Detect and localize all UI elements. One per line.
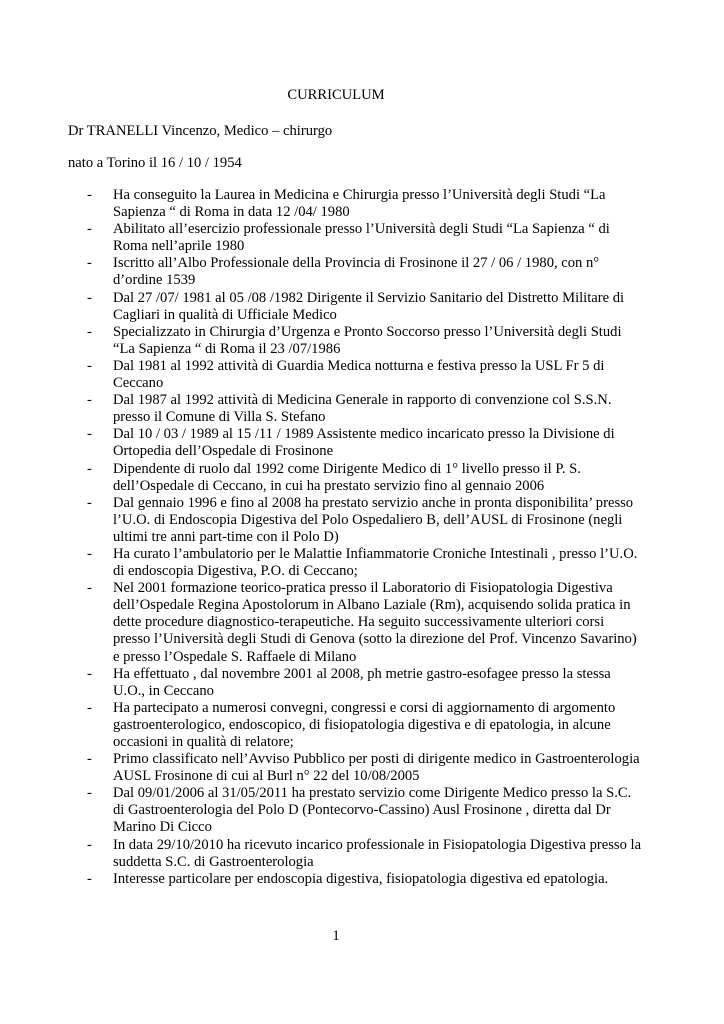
list-item-text: Ha curato l’ambulatorio per le Malattie Infiammatorie Croniche Intestinali , presso l’U.O. di endoscopia Digestiva, P.O. di Ceccano;	[113, 545, 638, 580]
page-number: 1	[332, 928, 340, 944]
career-list	[0, 187, 724, 888]
bullet-dash: -	[87, 751, 92, 768]
list-item	[0, 837, 645, 871]
list-item-text: In data 29/10/2010 ha ricevuto incarico professionale in Fisiopatologia Digestiva presso la suddetta S.C. di Gastroenterologia	[113, 836, 642, 870]
bullet-dash: -	[87, 580, 92, 597]
bullet-dash: -	[87, 494, 92, 511]
list-item	[0, 871, 645, 888]
bullet-dash: -	[87, 289, 92, 306]
list-item-text: Dal 09/01/2006 al 31/05/2011 ha prestato servizio come Dirigente Medico presso la S.C. di Gastroenterologia del Polo D (Pontecorvo-Cassino) Ausl Frosinone , diretta dal Dr Marino Di Cicco	[113, 785, 632, 836]
bullet-dash: -	[87, 255, 92, 272]
list-item	[0, 546, 645, 580]
list-item	[0, 666, 645, 700]
list-item	[0, 700, 645, 751]
bullet-dash: -	[87, 836, 92, 853]
list-item-text: Interesse particolare per endoscopia digestiva, fisiopatologia digestiva ed epatologia.	[113, 870, 609, 887]
bullet-dash: -	[87, 785, 92, 802]
bullet-dash: -	[87, 426, 92, 443]
list-item-text: Abilitato all’esercizio professionale presso l’Università degli Studi “La Sapienza “ di Roma nell’aprile 1980	[113, 221, 610, 255]
bullet-dash: -	[87, 323, 92, 340]
list-item-text: Primo classificato nell’Avviso Pubblico per posti di dirigente medico in Gastroenterologia AUSL Frosinone di cui al Burl n° 22 del 10/08/2005	[113, 751, 640, 785]
list-item-text: Dal 1987 al 1992 attività di Medicina Generale in rapporto di convenzione col S.S.N. presso il Comune di Villa S. Stefano	[113, 392, 612, 426]
list-item-text: Ha conseguito la Laurea in Medicina e Chirurgia presso l’Università degli Studi “La Sapienza “ di Roma in data 12 /04/ 1980	[113, 187, 606, 221]
list-item	[0, 255, 645, 289]
bullet-dash: -	[87, 357, 92, 374]
list-item	[0, 358, 645, 392]
bullet-dash: -	[87, 221, 92, 238]
bullet-dash: -	[87, 870, 92, 887]
list-item	[0, 751, 645, 785]
list-item-text: Ha effettuato , dal novembre 2001 al 2008, ph metrie gastro-esofagee presso la stessa U.O., in Ceccano	[113, 665, 611, 699]
bullet-dash: -	[87, 460, 92, 477]
list-item	[0, 461, 645, 495]
list-item-text: Dal 27 /07/ 1981 al 05 /08 /1982 Dirigente il Servizio Sanitario del Distretto Militare di Cagliari in qualità di Ufficiale Medico	[113, 289, 625, 323]
list-item	[0, 324, 645, 358]
list-item	[0, 495, 645, 546]
list-item-text: Specializzato in Chirurgia d’Urgenza e Pronto Soccorso presso l’Università degli Studi “La Sapienza “ di Roma il 23 /07/1986	[113, 323, 622, 357]
list-item-text: Ha partecipato a numerosi convegni, congressi e corsi di aggiornamento di argomento gastroenterologico, endoscopico, di fisiopatologia digestiva e di epatologia, in alcune occasioni in qualità di relatore;	[113, 699, 616, 750]
list-item	[0, 187, 645, 221]
bullet-dash: -	[87, 187, 92, 203]
author-line: Dr TRANELLI Vincenzo, Medico – chirurgo	[68, 123, 333, 139]
bullet-dash: -	[87, 665, 92, 682]
list-item	[0, 290, 645, 324]
list-item-text: Dal 10 / 03 / 1989 al 15 /11 / 1989 Assistente medico incaricato presso la Divisione di Ortopedia dell’Ospedale di Frosinone	[113, 426, 615, 460]
bullet-dash: -	[87, 699, 92, 716]
list-item	[0, 580, 645, 665]
list-item-text: Dal 1981 al 1992 attività di Guardia Medica notturna e festiva presso la USL Fr 5 di Ceccano	[113, 357, 605, 392]
bullet-dash: -	[87, 392, 92, 409]
list-item-text: Dipendente di ruolo dal 1992 come Dirigente Medico di 1° livello presso il P. S. dell’Ospedale di Ceccano, in cui ha prestato servizio fino al gennaio 2006	[113, 460, 581, 494]
bullet-dash: -	[87, 545, 92, 562]
birth-line: nato a Torino il 16 / 10 / 1954	[68, 155, 242, 171]
list-item	[0, 221, 645, 255]
list-item-text: Dal gennaio 1996 e fino al 2008 ha prestato servizio anche in pronta disponibilita’ presso l’U.O. di Endoscopia Digestiva del Polo Ospedaliero B, dell’AUSL di Frosinone (negli ultimi tre anni part-time con il Polo D)	[113, 494, 634, 545]
list-item	[0, 426, 645, 460]
list-item	[0, 785, 645, 836]
list-item-text: Iscritto all’Albo Professionale della Provincia di Frosinone il 27 / 06 / 1980, con n° d’ordine 1539	[113, 255, 600, 289]
list-item-text: Nel 2001 formazione teorico-pratica presso il Laboratorio di Fisiopatologia Digestiva dell’Ospedale Regina Apostolorum in Albano Laziale (Rm), acquisendo solida pratica in dette procedure diagnostico-terapeutiche. Ha seguito successivamente ulteriori corsi presso l’Università degli Studi di Genova (sotto la direzione del Prof. Vincenzo Savarino) e presso l’Ospedale S. Raffaele di Milano	[113, 580, 637, 665]
document-title: CURRICULUM	[287, 87, 385, 103]
list-item	[0, 392, 645, 426]
